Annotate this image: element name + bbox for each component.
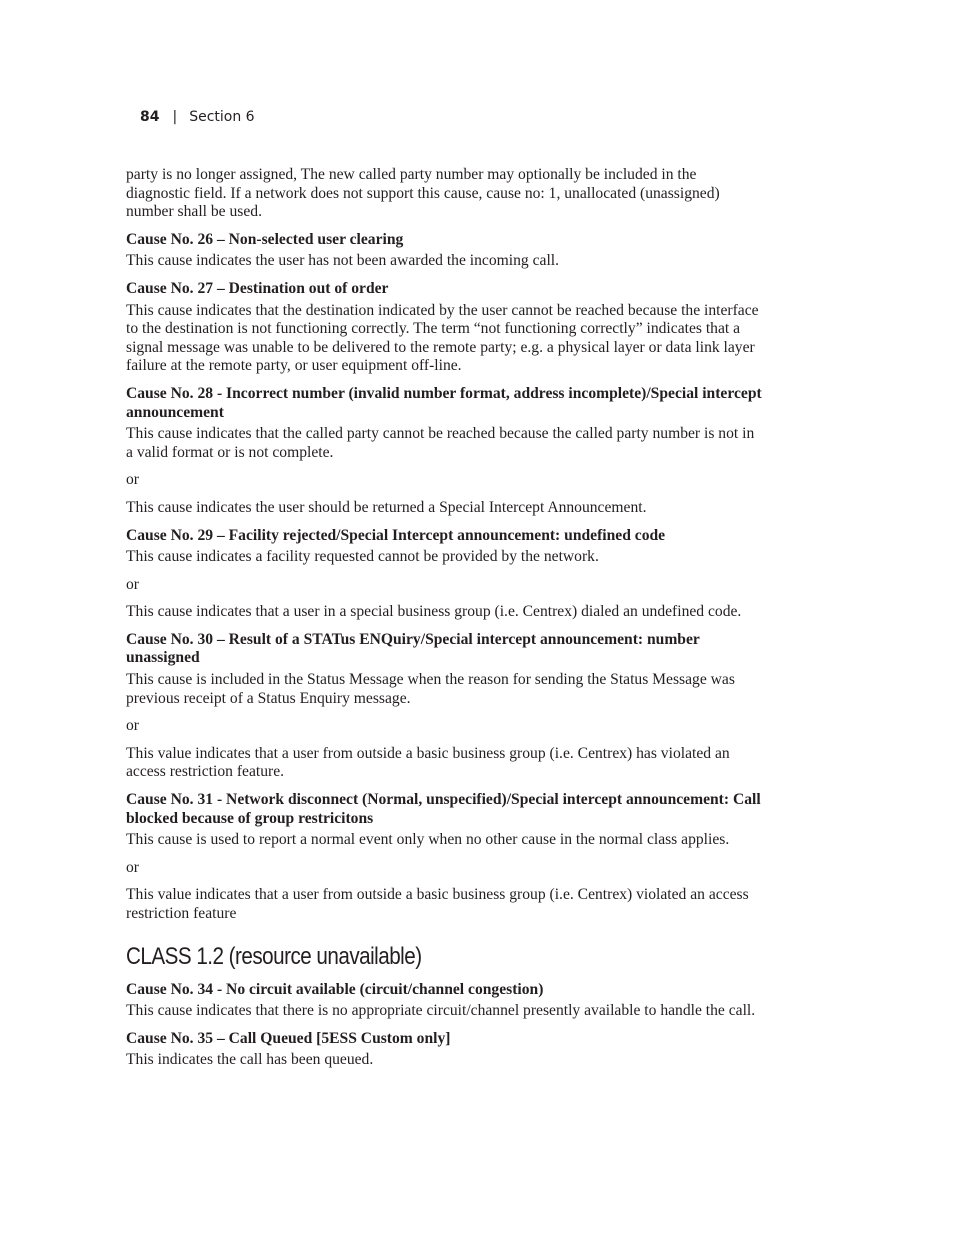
cause-heading: Cause No. 27 – Destination out of order (126, 279, 389, 297)
or-separator: or (126, 858, 139, 876)
body-paragraph: This cause is included in the Status Message when the reason for sending the Status Message was previous receipt of a Status Enquiry message. (126, 671, 735, 707)
cause-heading: Cause No. 29 – Facility rejected/Special Intercept announcement: undefined code (126, 526, 666, 544)
body-paragraph: This indicates the call has been queued. (126, 1051, 374, 1069)
header-separator: | (172, 109, 178, 125)
or-separator: or (126, 471, 139, 489)
or-separator: or (126, 575, 139, 593)
body-paragraph: This cause indicates that the called party cannot be reached because the called party number is not in a valid format or is not complete. (126, 425, 755, 461)
cause-heading: Cause No. 35 – Call Queued [5ESS Custom only] (126, 1029, 451, 1047)
body-paragraph: This value indicates that a user from outside a basic business group (i.e. Centrex) violated an access restriction feature (126, 886, 749, 922)
body-paragraph: This value indicates that a user from outside a basic business group (i.e. Centrex) has violated an access restriction feature. (126, 744, 730, 781)
body-paragraph: This cause indicates that there is no appropriate circuit/channel presently available to handle the call. (126, 1002, 756, 1020)
running-header (140, 109, 255, 125)
body-paragraph: This cause indicates the user should be returned a Special Intercept Announcement. (126, 498, 647, 516)
body-paragraph: This cause is used to report a normal event only when no other cause in the normal class applies. (126, 831, 730, 849)
class-heading: CLASS 1.2 (resource unavailable) (126, 942, 422, 970)
body-paragraph: This cause indicates a facility requested cannot be provided by the network. (126, 548, 599, 566)
cause-heading: Cause No. 34 - No circuit available (circuit/channel congestion) (126, 980, 544, 998)
cause-heading: Cause No. 26 – Non-selected user clearing (126, 230, 404, 248)
section-label: Section 6 (189, 109, 255, 125)
cause-heading: Cause No. 28 - Incorrect number (invalid number format, address incomplete)/Special intercept announcement (126, 384, 762, 421)
body-paragraph: This cause indicates that the destination indicated by the user cannot be reached because the interface to the destination is not functioning correctly. The term “not functioning correctly” indicates that a signal message was unable to be delivered to the remote party; e.g. a physical layer or data link layer failure at the remote party, or user equipment off-line. (126, 301, 759, 375)
body-paragraph: party is no longer assigned, The new called party number may optionally be included in the diagnostic field. If a network does not support this cause, cause no: 1, unallocated (unassigned) number shall be used. (126, 166, 720, 221)
cause-heading: Cause No. 31 - Network disconnect (Normal, unspecified)/Special intercept announcement: Call blocked because of group restricitons (126, 791, 761, 827)
body-paragraph: This cause indicates that a user in a special business group (i.e. Centrex) dialed an undefined code. (126, 603, 742, 621)
cause-heading: Cause No. 30 – Result of a STATus ENQuiry/Special intercept announcement: number unassigned (126, 630, 700, 667)
or-separator: or (126, 717, 139, 735)
page-body (126, 166, 762, 1079)
page-number: 84 (140, 109, 160, 125)
body-paragraph: This cause indicates the user has not been awarded the incoming call. (126, 252, 560, 270)
